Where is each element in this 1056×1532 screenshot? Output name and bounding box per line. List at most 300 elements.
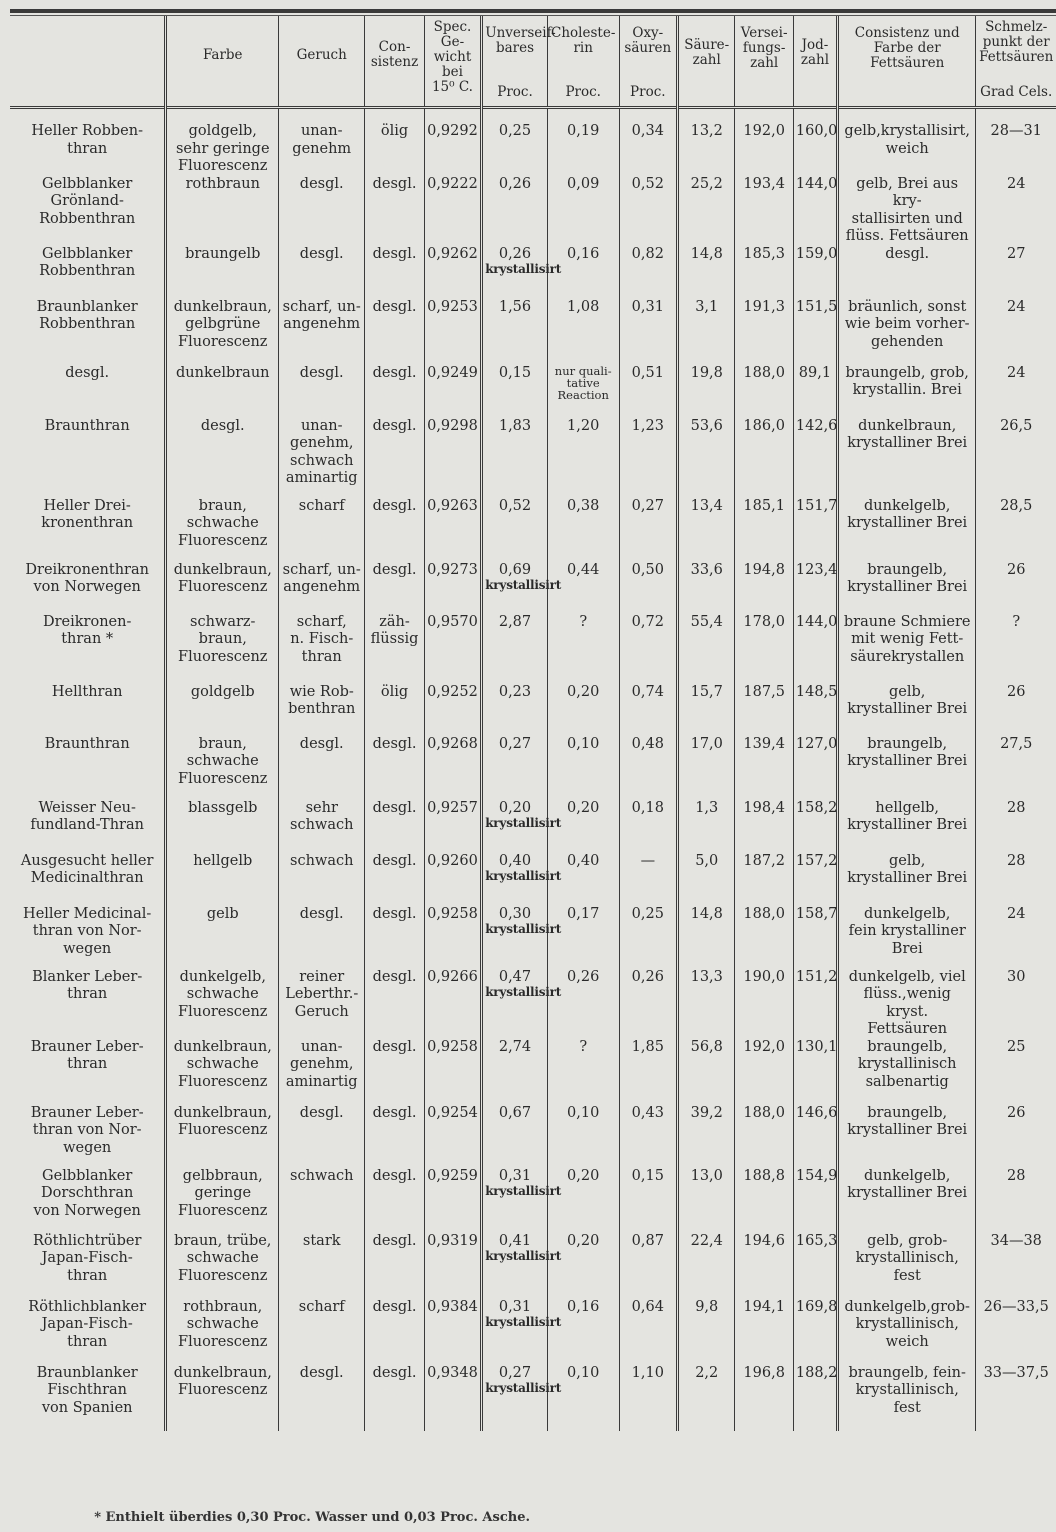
cell-geruch [279, 1365, 365, 1431]
cell-verseifungszahl-text: 187,2 [743, 852, 785, 869]
cell-unverseifbares [482, 108, 548, 176]
cell-cholesterin-text: 0,16 [567, 245, 600, 262]
cell-oil-name [10, 736, 166, 800]
cell-geruch [279, 684, 365, 736]
cell-verseifungszahl-text: 192,0 [743, 123, 785, 139]
cell-farbe [166, 498, 279, 562]
cell-schmelzpunkt [976, 800, 1056, 853]
cell-unverseifbares-text: 1,56 [498, 298, 532, 315]
header-unverseifbares: Unverseif- bares Proc. [482, 16, 548, 108]
cell-schmelzpunkt [976, 246, 1056, 299]
cell-unverseifbares-text: 1,83 [498, 417, 532, 434]
cell-consistenz [365, 562, 424, 614]
cell-saeurezahl [678, 1299, 735, 1365]
cell-farbe-text: braun, trübe, schwache Fluorescenz [174, 1232, 272, 1284]
cell-saeurezahl-text: 2,2 [695, 1364, 719, 1381]
cell-unverseifbares [482, 736, 548, 800]
cell-spec-gewicht [424, 498, 481, 562]
table-row [10, 1365, 1056, 1431]
cell-unverseifbares [482, 968, 562, 1039]
cell-verseifungszahl [735, 1039, 793, 1105]
table-row [10, 418, 1056, 498]
cell-unverseifbares-text: 0,52 [498, 497, 532, 514]
cell-spec-gewicht-text: 0,9263 [427, 497, 478, 514]
cell-fettsaeuren [837, 299, 975, 365]
cell-oil-name [10, 684, 166, 736]
header-spec-gewicht: Spec. Ge- wicht bei 15⁰ C. [424, 16, 481, 108]
header-schmelzpunkt: Schmelz- punkt der Fettsäuren Grad Cels. [976, 16, 1056, 108]
cell-spec-gewicht-text: 0,9266 [427, 968, 478, 985]
cell-geruch-text: scharf [298, 1298, 345, 1315]
cell-geruch-text: desgl. [299, 1364, 344, 1381]
cell-fettsaeuren-text: gelb,krystallisirt, weich [844, 123, 970, 157]
cell-consistenz [365, 176, 424, 246]
cell-spec-gewicht [424, 684, 481, 736]
cell-geruch [279, 1233, 365, 1299]
cell-oxysaeuren [619, 1365, 677, 1431]
table-row [10, 1233, 1056, 1299]
cell-fettsaeuren-text: bräunlich, sonst wie beim vorher- gehenden [844, 298, 970, 350]
cell-verseifungszahl [735, 800, 793, 853]
table-row [10, 176, 1056, 246]
cell-saeurezahl-text: 13,3 [690, 968, 723, 985]
cell-fettsaeuren-text: dunkelgelb, viel flüss.,wenig kryst. Fettsäuren [848, 968, 966, 1037]
cell-unverseifbares [482, 245, 562, 299]
cell-spec-gewicht-text: 0,9259 [427, 1167, 478, 1184]
cell-schmelzpunkt [976, 498, 1056, 562]
cell-farbe-text: dunkelbraun, Fluorescenz [173, 1364, 272, 1398]
cell-fettsaeuren-text: dunkelgelb,grob- krystallinisch, weich [844, 1298, 970, 1350]
cell-geruch-text: desgl. [299, 1104, 344, 1121]
cell-jodzahl-text: 144,0 [795, 175, 838, 192]
cell-oil-name [10, 176, 166, 246]
cell-spec-gewicht-text: 0,9258 [427, 1038, 478, 1055]
cell-saeurezahl [678, 1105, 735, 1168]
cell-schmelzpunkt [976, 906, 1056, 969]
cell-oil-name-text: Röthlichblanker Japan-Fisch- thran [28, 1298, 147, 1350]
cell-jodzahl [793, 614, 837, 684]
cell-verseifungszahl [735, 614, 793, 684]
cell-geruch [279, 108, 365, 176]
cell-fettsaeuren [837, 418, 975, 498]
cell-oxysaeuren [619, 800, 677, 853]
cell-jodzahl [793, 299, 837, 365]
cell-jodzahl [793, 1105, 837, 1168]
cell-oxysaeuren [619, 969, 677, 1039]
cell-geruch [279, 1039, 365, 1105]
cell-schmelzpunkt-text: 34—38 [990, 1232, 1042, 1249]
cell-spec-gewicht-text: 0,9292 [427, 123, 478, 139]
cell-consistenz-text: desgl. [372, 735, 417, 752]
cell-cholesterin-text: 0,16 [567, 1298, 600, 1315]
cell-jodzahl-text: 158,7 [795, 905, 838, 922]
cell-geruch [279, 614, 365, 684]
cell-schmelzpunkt [976, 1299, 1056, 1365]
cell-geruch-text: sehr schwach [290, 799, 354, 833]
cell-schmelzpunkt-text: 26,5 [1000, 417, 1033, 434]
cell-oxysaeuren-text: 0,74 [631, 683, 664, 700]
header-consistenz: Con- sistenz [365, 16, 424, 108]
cell-jodzahl [793, 498, 837, 562]
cell-jodzahl-text: 159,0 [795, 245, 838, 262]
cell-geruch [279, 176, 365, 246]
cell-cholesterin-text: 0,10 [567, 735, 600, 752]
cell-schmelzpunkt-text: 24 [1006, 905, 1026, 922]
cell-farbe-text: dunkelbraun, Fluorescenz [173, 561, 272, 595]
cell-oil-name [10, 1365, 166, 1431]
cell-schmelzpunkt [976, 108, 1056, 176]
cell-consistenz-text: desgl. [372, 1298, 417, 1315]
cell-geruch-text: unan- genehm [292, 123, 352, 157]
cell-spec-gewicht-text: 0,9273 [427, 561, 478, 578]
cell-jodzahl-text: 188,2 [795, 1364, 838, 1381]
cell-oxysaeuren-text: 0,48 [631, 735, 664, 752]
cell-farbe [166, 736, 279, 800]
cell-geruch-text: scharf, un- angenehm [282, 561, 361, 595]
cell-consistenz [365, 853, 424, 906]
cell-farbe [166, 1039, 279, 1105]
cell-saeurezahl-text: 9,8 [695, 1298, 719, 1315]
cell-saeurezahl-text: 39,2 [690, 1104, 723, 1121]
cell-saeurezahl-text: 13,2 [690, 123, 723, 139]
cell-saeurezahl [678, 614, 735, 684]
cell-fettsaeuren-text: braungelb, fein- krystallinisch, fest [848, 1364, 966, 1416]
cell-farbe-text: schwarz- braun, Fluorescenz [178, 613, 268, 665]
header-fettsaeuren: Consistenz und Farbe der Fettsäuren [837, 16, 975, 108]
cell-schmelzpunkt [976, 1105, 1056, 1168]
cell-geruch [279, 906, 365, 969]
cell-saeurezahl-text: 14,8 [690, 245, 723, 262]
table-row [10, 906, 1056, 969]
cell-unverseifbares-text: 0,26 [498, 175, 532, 192]
cell-cholesterin [547, 1299, 619, 1365]
crystallized-note: krystallisirt [485, 578, 562, 592]
cell-fettsaeuren [837, 498, 975, 562]
cell-farbe [166, 246, 279, 299]
cell-spec-gewicht-text: 0,9348 [427, 1364, 478, 1381]
cell-geruch [279, 1168, 365, 1233]
cell-geruch-text: desgl. [299, 735, 344, 752]
cell-cholesterin-text: ? [579, 1038, 588, 1055]
cell-spec-gewicht [424, 1105, 481, 1168]
cell-spec-gewicht-text: 0,9249 [427, 364, 478, 381]
unit-grad-cels: Grad Cels. [980, 84, 1053, 100]
cell-oil-name-text: Dreikronen- thran * [42, 613, 132, 647]
cell-saeurezahl-text: 15,7 [690, 683, 723, 700]
cell-fettsaeuren [837, 800, 975, 853]
cell-spec-gewicht-text: 0,9319 [427, 1232, 478, 1249]
cell-geruch [279, 969, 365, 1039]
table-row [10, 1039, 1056, 1105]
cell-schmelzpunkt [976, 1168, 1056, 1233]
header-farbe: Farbe [166, 16, 279, 108]
cell-spec-gewicht-text: 0,9222 [427, 175, 478, 192]
cell-cholesterin-text: 0,38 [567, 497, 600, 514]
cell-oxysaeuren [619, 853, 677, 906]
cell-verseifungszahl-text: 191,3 [743, 298, 785, 315]
cell-schmelzpunkt [976, 176, 1056, 246]
cell-verseifungszahl [735, 684, 793, 736]
header-row [10, 16, 1056, 108]
cell-saeurezahl-text: 25,2 [690, 175, 723, 192]
cell-fettsaeuren [837, 684, 975, 736]
cell-unverseifbares-text: 0,30 [498, 905, 532, 922]
cell-spec-gewicht [424, 176, 481, 246]
table-body [10, 108, 1056, 1431]
cell-verseifungszahl [735, 299, 793, 365]
cell-farbe-text: gelb [206, 905, 239, 922]
cell-unverseifbares [482, 561, 562, 614]
cell-schmelzpunkt [976, 365, 1056, 418]
cell-oxysaeuren-text: 0,52 [631, 175, 664, 192]
cell-consistenz-text: desgl. [372, 175, 417, 192]
cell-cholesterin-text: 0,20 [567, 1167, 600, 1184]
cell-schmelzpunkt-text: 28 [1006, 852, 1026, 869]
cell-oxysaeuren-text: 0,15 [631, 1167, 664, 1184]
cell-fettsaeuren [837, 365, 975, 418]
cell-jodzahl [793, 365, 837, 418]
cell-fettsaeuren [837, 1233, 975, 1299]
cell-jodzahl [793, 108, 837, 176]
cell-jodzahl-text: 89,1 [798, 364, 832, 381]
cell-geruch [279, 1105, 365, 1168]
cell-oil-name-text: Heller Robben- thran [31, 123, 143, 157]
cell-fettsaeuren-text: gelb, krystalliner Brei [847, 683, 968, 717]
cell-cholesterin-text: ? [579, 613, 588, 630]
header-saeurezahl: Säure- zahl [678, 16, 735, 108]
cell-oxysaeuren-text: 0,87 [631, 1232, 664, 1249]
cell-cholesterin-text: 0,19 [567, 123, 600, 139]
cell-oxysaeuren [619, 176, 677, 246]
cell-geruch-text: schwach [290, 1167, 354, 1184]
cell-fettsaeuren-text: hellgelb, krystalliner Brei [847, 799, 968, 833]
cell-verseifungszahl-text: 186,0 [743, 417, 785, 434]
crystallized-note: krystallisirt [485, 922, 562, 936]
cell-oxysaeuren [619, 562, 677, 614]
header-geruch: Geruch [279, 16, 365, 108]
cell-cholesterin-text: 0,44 [567, 561, 600, 578]
cell-verseifungszahl [735, 1365, 793, 1431]
table-row [10, 299, 1056, 365]
cell-jodzahl [793, 736, 837, 800]
cell-unverseifbares [482, 614, 548, 684]
cell-oil-name-text: Braunblanker Fischthran von Spanien [36, 1364, 138, 1416]
cell-consistenz [365, 1039, 424, 1105]
cell-oil-name-text: Braunthran [44, 417, 130, 434]
cell-oxysaeuren-text: 0,51 [631, 364, 664, 381]
cell-unverseifbares [482, 365, 548, 418]
cell-consistenz-text: desgl. [372, 245, 417, 262]
cell-jodzahl-text: 151,5 [795, 298, 838, 315]
table-row [10, 853, 1056, 906]
table-row [10, 736, 1056, 800]
cell-saeurezahl [678, 1039, 735, 1105]
cell-saeurezahl [678, 365, 735, 418]
cell-verseifungszahl [735, 176, 793, 246]
cell-unverseifbares [482, 1232, 562, 1299]
cell-consistenz-text: desgl. [372, 1038, 417, 1055]
cell-fettsaeuren-text: braune Schmiere mit wenig Fett- säurekrystallen [843, 613, 971, 665]
cell-cholesterin [547, 108, 619, 176]
cell-oil-name [10, 418, 166, 498]
header-name [10, 16, 166, 108]
cell-schmelzpunkt-text: ? [1012, 613, 1021, 630]
cell-jodzahl-text: 144,0 [795, 613, 838, 630]
cell-oxysaeuren [619, 1299, 677, 1365]
cell-oxysaeuren [619, 906, 677, 969]
cell-schmelzpunkt-text: 24 [1006, 364, 1026, 381]
cell-oil-name [10, 108, 166, 176]
cell-farbe-text: gelbbraun, geringe Fluorescenz [178, 1167, 268, 1219]
cell-consistenz-text: desgl. [372, 364, 417, 381]
cell-fettsaeuren-text: gelb, krystalliner Brei [847, 852, 968, 886]
cell-consistenz [365, 108, 424, 176]
cell-consistenz [365, 1168, 424, 1233]
cell-saeurezahl [678, 736, 735, 800]
cell-verseifungszahl-text: 193,4 [743, 175, 785, 192]
cell-unverseifbares [482, 1167, 562, 1233]
cell-oxysaeuren-text: 0,25 [631, 905, 664, 922]
cell-unverseifbares [482, 905, 562, 969]
cell-verseifungszahl-text: 194,1 [743, 1298, 785, 1315]
cell-geruch-text: desgl. [299, 175, 344, 192]
cell-jodzahl [793, 562, 837, 614]
cell-cholesterin [547, 1233, 619, 1299]
cell-oxysaeuren [619, 736, 677, 800]
crystallized-note: krystallisirt [485, 262, 562, 276]
cell-verseifungszahl-text: 196,8 [743, 1364, 785, 1381]
cell-consistenz-text: desgl. [372, 1167, 417, 1184]
table-row [10, 614, 1056, 684]
cell-farbe [166, 800, 279, 853]
cell-oil-name-text: Heller Drei- kronenthran [41, 497, 134, 531]
cell-spec-gewicht [424, 800, 481, 853]
cell-cholesterin [547, 176, 619, 246]
cell-oil-name [10, 969, 166, 1039]
cell-oxysaeuren-text: — [640, 852, 656, 869]
cell-jodzahl [793, 1299, 837, 1365]
cell-oxysaeuren [619, 1233, 677, 1299]
table-row [10, 800, 1056, 853]
unit-proc: Proc. [630, 84, 666, 100]
cell-unverseifbares [482, 1105, 548, 1168]
cell-jodzahl-text: 165,3 [795, 1232, 838, 1249]
cell-spec-gewicht [424, 853, 481, 906]
cell-spec-gewicht-text: 0,9254 [427, 1104, 478, 1121]
cell-farbe-text: dunkelbraun, schwache Fluorescenz [173, 1038, 272, 1090]
header-oxysaeuren: Oxy- säuren Proc. [619, 16, 677, 108]
cell-fettsaeuren [837, 614, 975, 684]
cell-farbe-text: desgl. [200, 417, 245, 434]
cell-verseifungszahl [735, 1233, 793, 1299]
cell-farbe [166, 1233, 279, 1299]
cell-unverseifbares [482, 498, 548, 562]
table-row [10, 1168, 1056, 1233]
cell-cholesterin [547, 365, 619, 418]
cell-oxysaeuren-text: 0,43 [631, 1104, 664, 1121]
cell-spec-gewicht-text: 0,9384 [427, 1298, 478, 1315]
cell-saeurezahl [678, 853, 735, 906]
cell-farbe-text: goldgelb [190, 683, 255, 700]
cell-farbe-text: dunkelgelb, schwache Fluorescenz [178, 968, 268, 1020]
cell-cholesterin-text: nur quali- tative Reaction [554, 363, 612, 402]
cell-farbe-text: rothbraun, schwache Fluorescenz [178, 1298, 268, 1350]
cell-consistenz [365, 969, 424, 1039]
cell-verseifungszahl [735, 108, 793, 176]
cell-oil-name [10, 246, 166, 299]
cell-oil-name-text: Gelbblanker Grönland- Robbenthran [39, 175, 136, 227]
cell-cholesterin [547, 614, 619, 684]
cell-geruch [279, 800, 365, 853]
cell-farbe [166, 418, 279, 498]
cell-consistenz [365, 614, 424, 684]
cell-farbe-text: dunkelbraun, Fluorescenz [173, 1104, 272, 1138]
cell-oil-name [10, 498, 166, 562]
cell-oxysaeuren [619, 365, 677, 418]
cell-oxysaeuren-text: 1,23 [631, 417, 664, 434]
cell-fettsaeuren [837, 969, 975, 1039]
cell-oil-name [10, 1168, 166, 1233]
cell-jodzahl [793, 176, 837, 246]
cell-spec-gewicht [424, 1299, 481, 1365]
cell-farbe-text: rothbraun [185, 175, 260, 192]
cell-farbe [166, 853, 279, 906]
cell-schmelzpunkt-text: 28 [1006, 799, 1026, 816]
header-cholesterin: Choleste- rin Proc. [547, 16, 619, 108]
cell-saeurezahl-text: 19,8 [690, 364, 723, 381]
cell-jodzahl [793, 1168, 837, 1233]
cell-spec-gewicht [424, 1233, 481, 1299]
cell-cholesterin [547, 299, 619, 365]
cell-farbe [166, 1365, 279, 1431]
cell-consistenz [365, 299, 424, 365]
cell-fettsaeuren [837, 1299, 975, 1365]
crystallized-note: krystallisirt [485, 1249, 562, 1263]
cell-jodzahl-text: 151,2 [795, 968, 838, 985]
cell-unverseifbares-text: 0,41 [498, 1232, 532, 1249]
cell-geruch [279, 736, 365, 800]
cell-cholesterin-text: 0,20 [567, 799, 600, 816]
cell-cholesterin-text: 0,09 [567, 175, 600, 192]
cell-unverseifbares-text: 0,31 [498, 1298, 532, 1315]
cell-farbe-text: blassgelb [188, 799, 258, 816]
cell-cholesterin-text: 0,17 [567, 905, 600, 922]
cell-oil-name [10, 365, 166, 418]
cell-consistenz [365, 736, 424, 800]
cell-schmelzpunkt-text: 26 [1006, 561, 1026, 578]
cell-saeurezahl [678, 684, 735, 736]
cell-jodzahl [793, 1233, 837, 1299]
cell-schmelzpunkt [976, 853, 1056, 906]
cell-jodzahl-text: 130,1 [795, 1038, 838, 1055]
cell-unverseifbares-text: 0,40 [498, 852, 532, 869]
cell-schmelzpunkt [976, 1039, 1056, 1105]
cell-consistenz-text: desgl. [372, 497, 417, 514]
footnote: * Enthielt überdies 0,30 Proc. Wasser und 0,03 Proc. Asche. [94, 1510, 530, 1525]
unit-proc: Proc. [565, 84, 601, 100]
cell-fettsaeuren-text: braungelb, krystallinisch salbenartig [857, 1038, 957, 1090]
cell-spec-gewicht-text: 0,9268 [427, 735, 478, 752]
cell-jodzahl-text: 146,6 [795, 1104, 838, 1121]
cell-geruch-text: scharf, un- angenehm [282, 298, 361, 332]
crystallized-note: krystallisirt [485, 869, 562, 883]
cell-schmelzpunkt-text: 24 [1006, 298, 1026, 315]
cell-cholesterin [547, 498, 619, 562]
cell-verseifungszahl [735, 1168, 793, 1233]
cell-verseifungszahl-text: 139,4 [743, 735, 785, 752]
cell-farbe [166, 684, 279, 736]
cell-oil-name-text: desgl. [65, 364, 110, 381]
